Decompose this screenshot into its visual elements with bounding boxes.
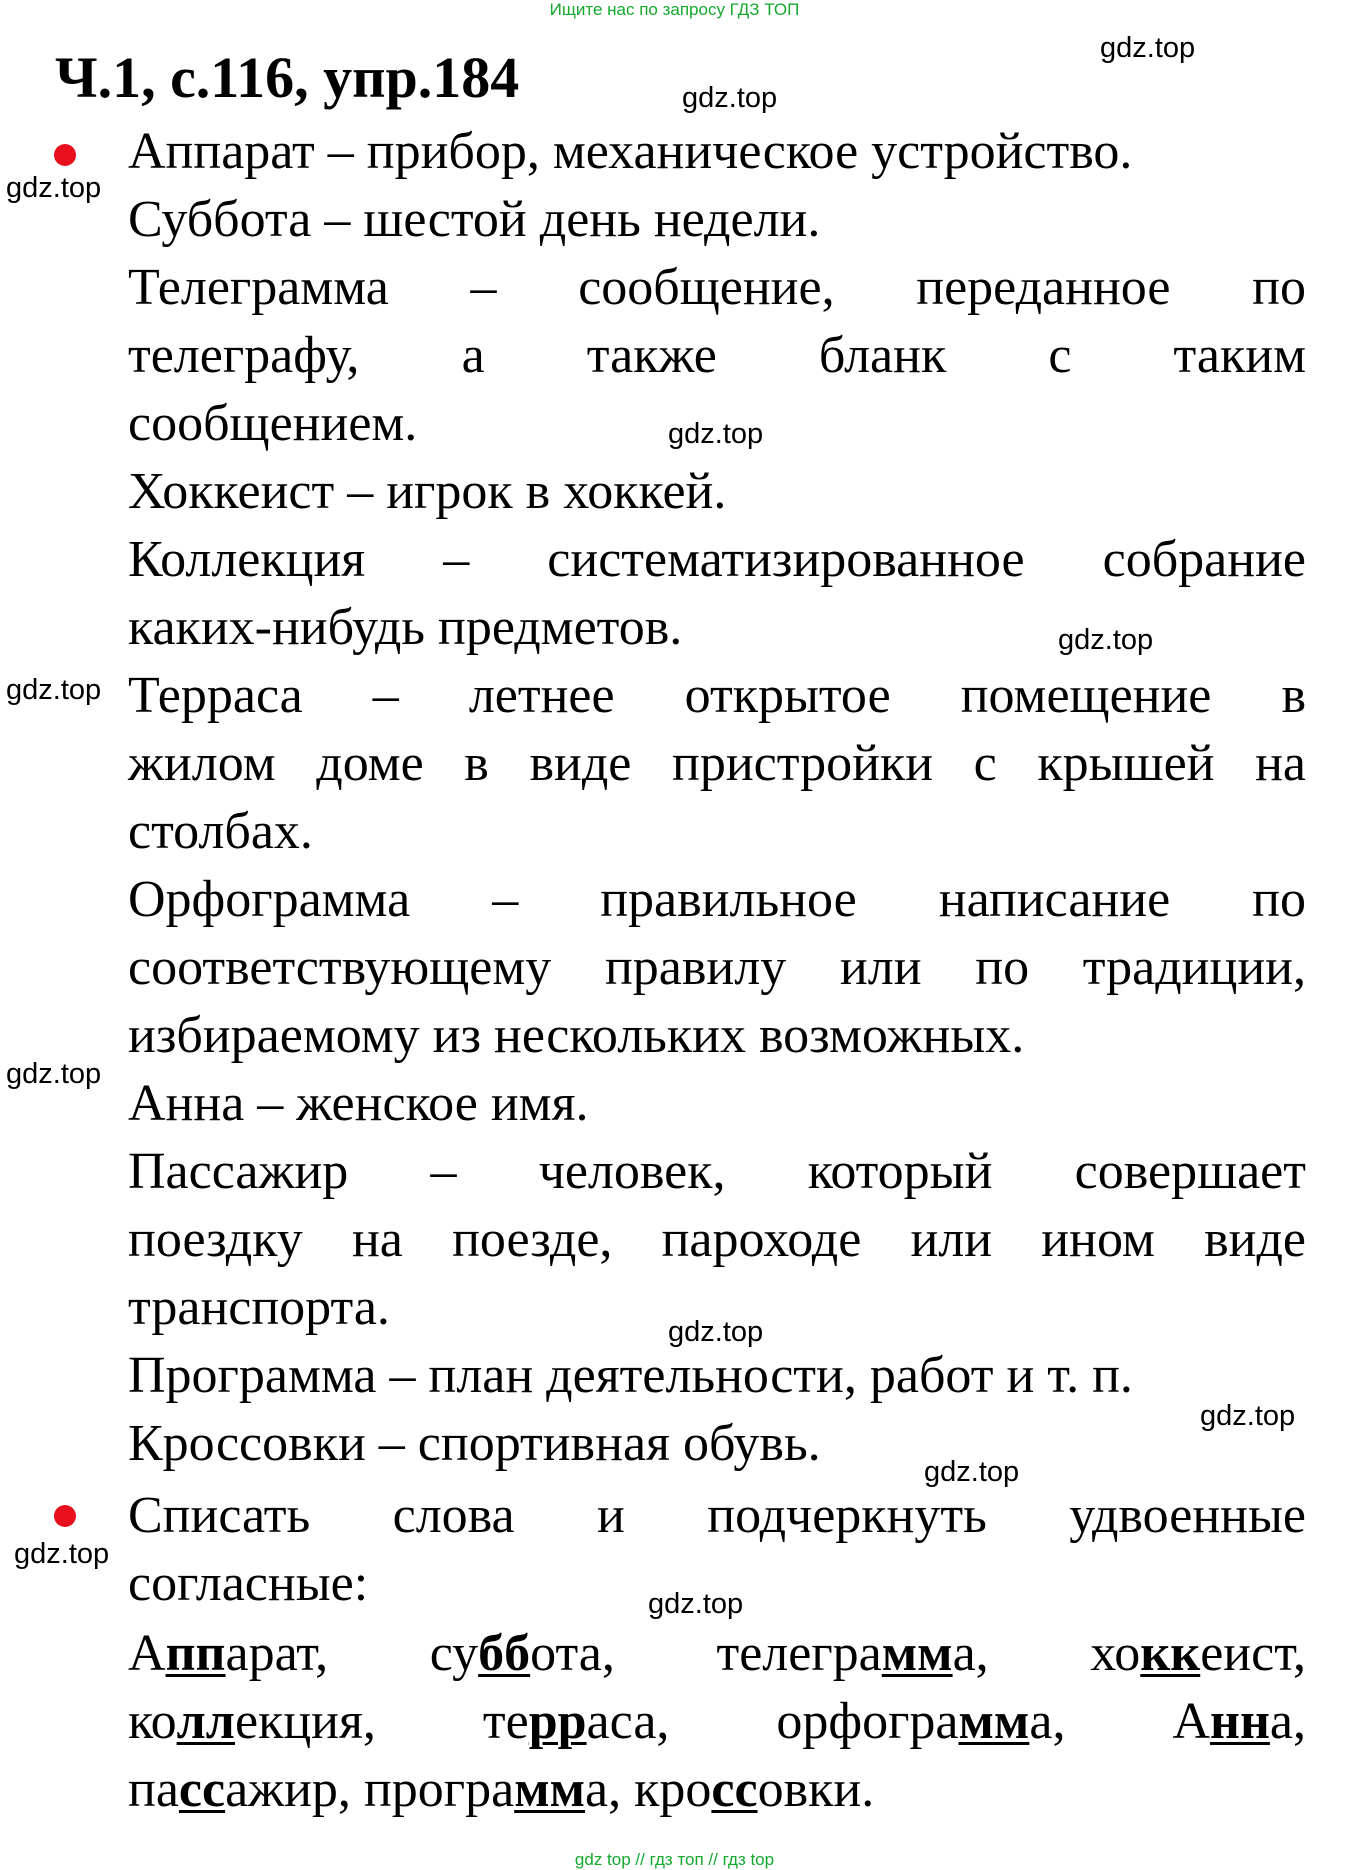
answer-word: орфограмма,: [776, 1693, 1066, 1750]
definition-line: Суббота – шестой день недели.: [128, 191, 821, 248]
definition-line: Терраса – летнее открытое помещение в: [128, 667, 1306, 724]
watermark: gdz.top: [682, 82, 778, 114]
double-consonant: мм: [958, 1693, 1030, 1750]
definition-line: Анна – женское имя.: [128, 1075, 589, 1132]
definition-line: Хоккеист – игрок в хоккей.: [128, 463, 727, 520]
watermark: gdz.top: [14, 1538, 110, 1570]
definition-line: Программа – план деятельности, работ и т. п.: [128, 1347, 1133, 1404]
watermark: gdz.top: [6, 674, 102, 706]
task-line: Списать слова и подчеркнуть удвоенные: [128, 1487, 1306, 1544]
bullet-marker: [54, 144, 76, 166]
watermark: gdz.top: [6, 172, 102, 204]
definition-line: телеграфу, а также бланк с таким: [128, 327, 1306, 384]
double-consonant: рр: [528, 1693, 587, 1750]
double-consonant: бб: [478, 1625, 531, 1682]
answer-line: [128, 1756, 1306, 1824]
watermark: gdz.top: [668, 1316, 764, 1348]
watermark: gdz.top: [668, 418, 764, 450]
definition-line: столбах.: [128, 803, 313, 860]
definition-line: транспорта.: [128, 1279, 390, 1336]
definition-line: Кроссовки – спортивная обувь.: [128, 1415, 821, 1472]
definition-line: поездку на поезде, пароходе или ином виде: [128, 1211, 1306, 1268]
definition-line: избираемому из нескольких возможных.: [128, 1007, 1025, 1064]
watermark: gdz.top: [648, 1588, 744, 1620]
double-consonant: нн: [1210, 1693, 1270, 1750]
double-consonant: сс: [711, 1761, 758, 1818]
page-title: Ч.1, с.116, упр.184: [55, 45, 520, 110]
task-line: согласные:: [128, 1555, 369, 1612]
watermark: gdz.top: [1100, 32, 1196, 64]
watermark: gdz.top: [1058, 624, 1154, 656]
answer-line: [128, 1688, 1306, 1756]
watermark: gdz.top: [924, 1456, 1020, 1488]
definition-line: жилом доме в виде пристройки с крышей на: [128, 735, 1306, 792]
answer-line: [128, 1620, 1306, 1688]
definition-line: Коллекция – систематизированное собрание: [128, 531, 1306, 588]
definition-line: сообщением.: [128, 395, 418, 452]
double-consonant: мм: [881, 1625, 953, 1682]
footer-banner: gdz top // гдз топ // гдз top: [574, 1850, 775, 1869]
answer-word: пассажир,: [128, 1761, 351, 1818]
answer-word: телеграмма,: [716, 1625, 989, 1682]
definition-line: Аппарат – прибор, механическое устройство.: [128, 123, 1133, 180]
answer-word: программа,: [363, 1761, 622, 1818]
answer-word: кроссовки.: [634, 1761, 875, 1818]
double-consonant: кк: [1140, 1625, 1201, 1682]
definition-line: Пассажир – человек, который совершает: [128, 1143, 1306, 1200]
definition-line: каких-нибудь предметов.: [128, 599, 683, 656]
bullet-marker: [54, 1505, 76, 1527]
answer-word: коллекция,: [128, 1693, 376, 1750]
answer-word: терраса,: [482, 1693, 670, 1750]
watermark: gdz.top: [6, 1058, 102, 1090]
definition-line: Орфограмма – правильное написание по: [128, 871, 1306, 928]
top-banner: Ищите нас по запросу ГДЗ ТОП: [549, 0, 800, 19]
answer-word: Анна,: [1172, 1693, 1307, 1750]
answer-word: суббота,: [429, 1625, 615, 1682]
answer-word: Аппарат,: [128, 1625, 329, 1682]
double-consonant: мм: [514, 1761, 586, 1818]
definition-line: соответствующему правилу или по традиции,: [128, 939, 1306, 996]
double-consonant: сс: [178, 1761, 226, 1818]
double-consonant: пп: [165, 1625, 226, 1682]
watermark: gdz.top: [1200, 1400, 1296, 1432]
double-consonant: лл: [176, 1693, 235, 1750]
answer-word: хоккеист,: [1090, 1625, 1307, 1682]
definition-line: Телеграмма – сообщение, переданное по: [128, 259, 1306, 316]
